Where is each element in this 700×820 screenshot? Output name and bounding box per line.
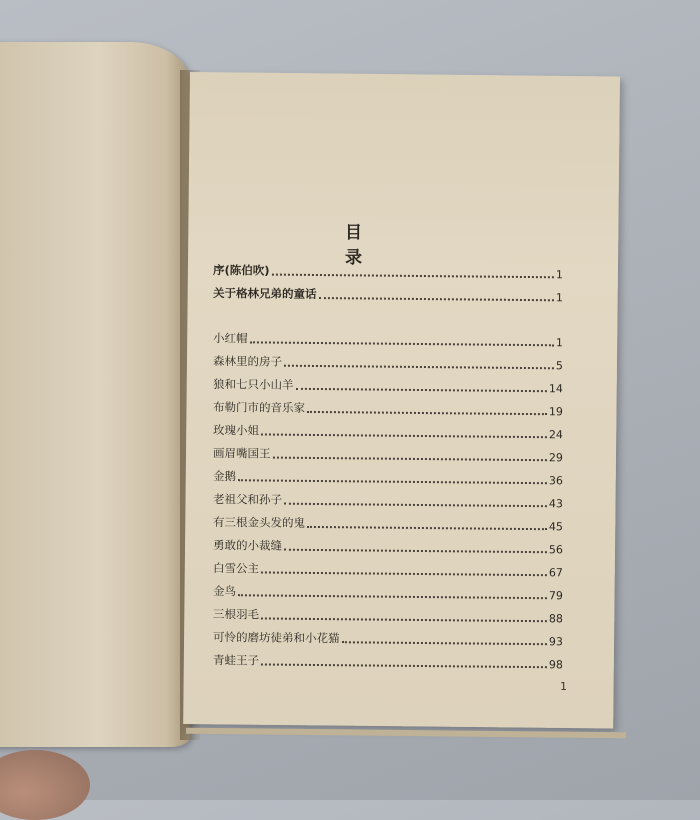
- toc-leader-dots: [284, 503, 547, 508]
- page-number: 1: [560, 680, 567, 693]
- left-page: [0, 42, 190, 747]
- toc-entry-page: 67: [548, 566, 564, 580]
- toc-leader-dots: [238, 479, 547, 484]
- toc-entry-page: 1: [555, 291, 564, 305]
- toc-entry: [213, 285, 563, 304]
- toc-entry: [213, 560, 563, 579]
- toc-entry-title: 白雪公主: [212, 561, 260, 576]
- toc-leader-dots: [261, 617, 547, 622]
- toc-entry-page: 29: [548, 451, 564, 465]
- toc-entry-title: 狼和七只小山羊: [212, 377, 294, 392]
- toc-entry-page: 1: [555, 268, 564, 282]
- toc-leader-dots: [284, 365, 554, 370]
- toc-leader-dots: [238, 594, 547, 599]
- toc-entry-page: 45: [548, 520, 564, 534]
- toc-entry-page: 36: [548, 474, 564, 488]
- toc-entry: [213, 652, 563, 671]
- toc-entry: [213, 537, 563, 556]
- toc-leader-dots: [261, 571, 547, 576]
- toc-entry-title: 布勒门市的音乐家: [212, 400, 306, 415]
- toc-entry: [213, 606, 563, 625]
- toc-entry-title: 森林里的房子: [212, 354, 283, 369]
- toc-entry-title: 有三根金头发的鬼: [212, 515, 306, 530]
- toc-entry-title: 三根羽毛: [212, 607, 260, 622]
- toc-entry-page: 24: [548, 428, 564, 442]
- finger: [0, 750, 90, 820]
- toc-entry-title: 玫瑰小姐: [212, 423, 260, 438]
- toc-entry-title: 金鸟: [212, 584, 237, 599]
- toc-leader-dots: [295, 388, 547, 392]
- toc-leader-dots: [249, 341, 554, 346]
- toc-entry: [213, 445, 563, 464]
- toc-entry-title: 老祖父和孙子: [212, 492, 283, 507]
- toc-entry: [213, 376, 563, 395]
- toc-entry: [213, 330, 563, 349]
- toc-entry-page: 88: [548, 612, 564, 626]
- toc-entry: [213, 583, 563, 602]
- page-edge: [186, 728, 626, 739]
- toc-entry-title: 金鹅: [212, 469, 237, 484]
- toc-entry: [213, 422, 563, 441]
- toc-leader-dots: [272, 457, 547, 462]
- toc-entry-page: 79: [548, 589, 564, 603]
- toc-entry-title: 序(陈伯吹): [212, 263, 270, 278]
- toc-entry: [213, 491, 563, 510]
- toc-leader-dots: [271, 274, 553, 279]
- toc-entry-page: 19: [548, 405, 564, 419]
- toc-entry-page: 43: [548, 497, 564, 511]
- toc-entry-title: 画眉嘴国王: [212, 446, 271, 461]
- toc-leader-dots: [261, 663, 547, 668]
- toc-title: 目 录: [345, 223, 380, 268]
- toc-entry-page: 1: [555, 336, 564, 350]
- toc-entry-title: 小红帽: [212, 331, 248, 346]
- toc-entry-page: 14: [548, 382, 564, 396]
- toc-leader-dots: [261, 433, 547, 438]
- toc-leader-dots: [307, 526, 547, 530]
- toc-entry: [213, 629, 563, 648]
- toc-entry: [213, 514, 563, 533]
- toc-entry-page: 5: [555, 359, 564, 373]
- toc-leader-dots: [307, 411, 547, 415]
- toc-leader-dots: [318, 297, 554, 301]
- toc-leader-dots: [341, 641, 547, 645]
- toc-entry-title: 青蛙王子: [212, 653, 260, 668]
- toc-entry: [213, 399, 563, 418]
- toc-entry-page: 98: [548, 658, 564, 672]
- toc-entry: [213, 353, 563, 372]
- toc-entry-title: 可怜的磨坊徒弟和小花猫: [212, 630, 340, 646]
- toc-entry-page: 56: [548, 543, 564, 557]
- toc-entry-title: 关于格林兄弟的童话: [212, 286, 317, 301]
- toc-entry-page: 93: [548, 635, 564, 649]
- toc-entry-title: 勇敢的小裁缝: [212, 538, 283, 553]
- toc-entry: [213, 468, 563, 487]
- toc-entry: [213, 262, 563, 281]
- toc-leader-dots: [284, 549, 547, 554]
